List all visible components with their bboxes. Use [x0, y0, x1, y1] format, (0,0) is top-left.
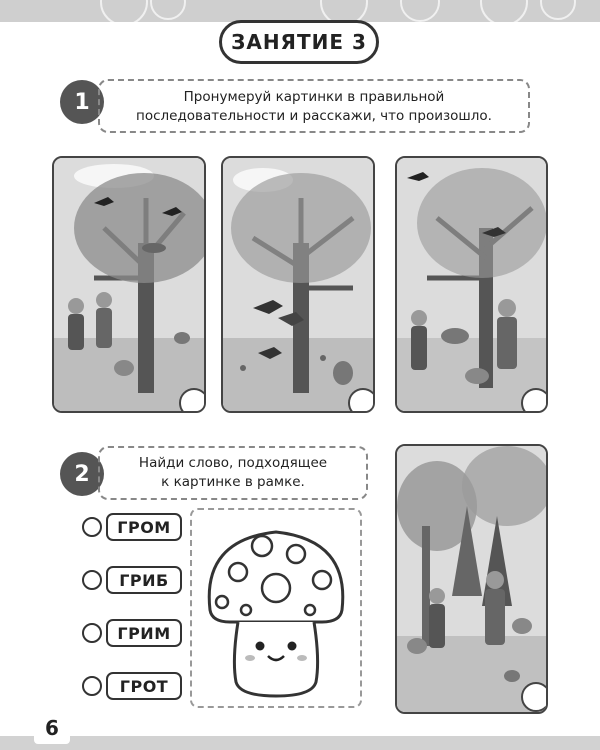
bottom-decor-band	[0, 736, 600, 750]
picture-1-number-circle[interactable]	[179, 388, 206, 413]
picture-2	[221, 156, 375, 413]
picture-4-number-circle[interactable]	[521, 682, 548, 712]
word-option-1-label: ГРОМ	[106, 513, 182, 541]
picture-4	[395, 444, 548, 714]
word-option-1-checkbox[interactable]	[82, 517, 102, 537]
task-1-number: 1	[60, 80, 104, 124]
picture-2-number-circle[interactable]	[348, 388, 375, 413]
word-option-4-checkbox[interactable]	[82, 676, 102, 696]
word-option-3	[82, 618, 182, 648]
task-2-instruction	[98, 446, 368, 500]
mushroom-frame	[190, 508, 362, 708]
mushroom-icon	[192, 510, 360, 706]
word-option-1	[82, 512, 182, 542]
picture-3	[395, 156, 548, 413]
lesson-title: ЗАНЯТИЕ 3	[219, 20, 379, 64]
task-1-line-1: Пронумеруй картинки в правильной	[183, 89, 445, 105]
word-option-4	[82, 671, 182, 701]
picture-2-illustration	[223, 158, 373, 411]
word-option-4-label: ГРОТ	[106, 672, 182, 700]
picture-1	[52, 156, 206, 413]
word-option-2-checkbox[interactable]	[82, 570, 102, 590]
task-2-line-2: к картинке в рамке.	[161, 474, 305, 490]
word-option-3-checkbox[interactable]	[82, 623, 102, 643]
picture-3-illustration	[397, 158, 546, 411]
picture-1-illustration	[54, 158, 204, 411]
task-2-number: 2	[60, 452, 104, 496]
top-decor-band	[0, 0, 600, 22]
word-option-2-label: ГРИБ	[106, 566, 182, 594]
page-number: 6	[34, 712, 70, 744]
word-option-2	[82, 565, 182, 595]
picture-3-number-circle[interactable]	[521, 388, 548, 413]
picture-4-illustration	[397, 446, 546, 712]
word-option-3-label: ГРИМ	[106, 619, 182, 647]
task-1-instruction	[98, 79, 530, 133]
task-2-line-1: Найди слово, подходящее	[138, 455, 328, 471]
task-1-line-2: последовательности и расскажи, что произошло.	[136, 108, 492, 124]
